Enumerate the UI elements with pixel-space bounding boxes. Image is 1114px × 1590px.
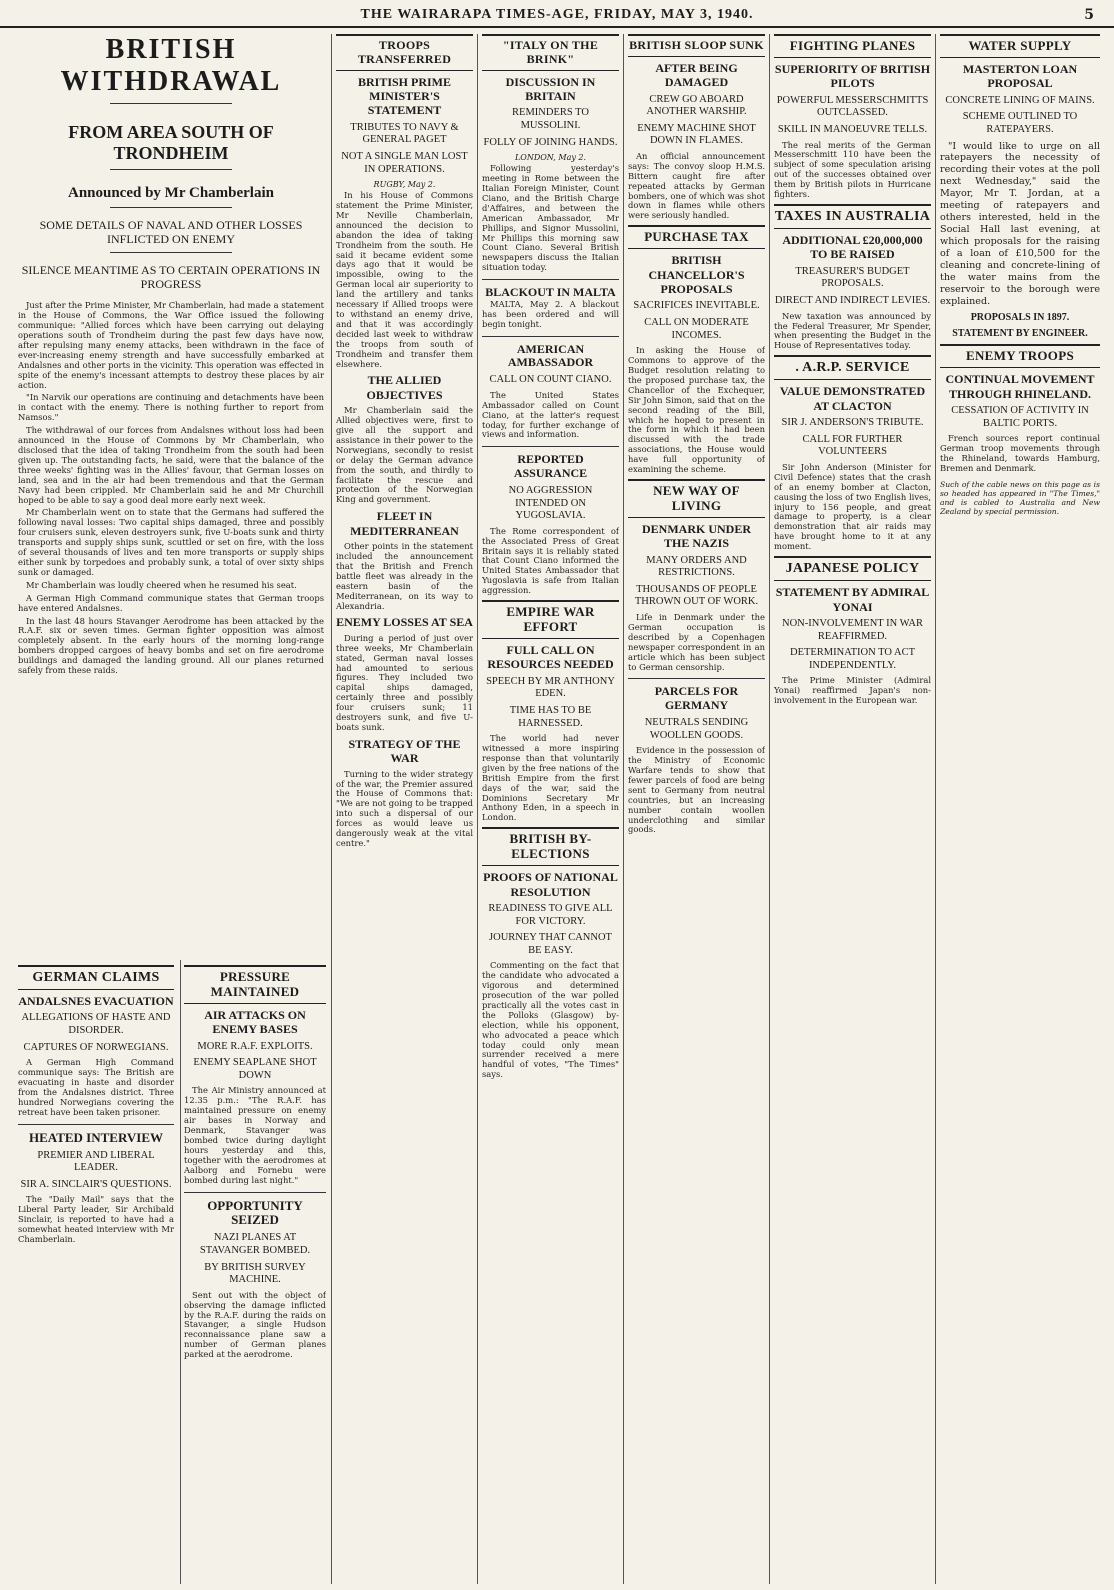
reported-headline: REPORTED ASSURANCE	[513, 452, 588, 481]
pressure-body	[184, 1086, 326, 1185]
troops-headline: TROOPS TRANSFERRED	[336, 34, 473, 71]
troops-deck: TRIBUTES TO NAVY & GENERAL PAGET	[350, 121, 459, 146]
water-deck: CONCRETE LINING OF MAINS.	[945, 94, 1095, 106]
german-claims-deck: ALLEGATIONS OF HASTE AND DISORDER.	[21, 1012, 171, 1037]
reported-deck: NO AGGRESSION INTENDED ON YUGOSLAVIA.	[508, 484, 593, 522]
planes-deck: POWERFUL MESSERSCHMITTS OUTCLASSED.	[776, 94, 929, 119]
paragraph: In his House of Commons statement the Prime Minister, Mr Neville Chamberlain, announced the decision to abandon the idea of taking Trondheim from the south. He said it became evident some days ago that it would be impossible, owing to the German local air superiority to land the artillery and tanks necessary if Allied troops were to withstand an enemy drive, and that it was accordingly decided last week to withdraw the troops from south of Trondheim and transfer them elsewhere.	[336, 190, 473, 369]
planes-deck: SUPERIORITY OF BRITISH PILOTS	[774, 61, 931, 91]
tax-headline: PURCHASE TAX	[628, 225, 765, 249]
lead-headline: BRITISH WITHDRAWAL	[60, 34, 282, 98]
water-subhead: PROPOSALS IN 1897.	[970, 312, 1070, 324]
japan-deck: NON-INVOLVEMENT IN WAR REAFFIRMED.	[782, 617, 923, 642]
troops-article	[336, 34, 473, 1584]
column-rule	[477, 34, 478, 1584]
lead-paragraph: A German High Command communique states that German troops have entered Andalsnes.	[18, 592, 324, 613]
arp-deck: VALUE DEMONSTRATED AT CLACTON	[779, 384, 926, 413]
german-claims-deck: ANDALSNES EVACUATION	[18, 994, 174, 1009]
sloop-deck: CREW GO ABOARD ANOTHER WARSHIP.	[646, 93, 747, 118]
paragraph: MALTA, May 2. A blackout has been ordered and will begin tonight.	[482, 298, 619, 329]
lead-article	[18, 34, 324, 954]
water-deck: MASTERTON LOAN PROPOSAL	[962, 61, 1078, 91]
paragraph: Turning to the wider strategy of the war, the Premier assured the House of Commons that: "We are not going to be trapped into such a dispersal of our forces as would leave us dangerously weak at the vital centre."	[336, 768, 473, 848]
paragraph: Evidence in the possession of the Ministry of Economic Warfare tends to show that fewer parcels of food are being sent to Germany from neutral countries, but an increasing number contain woollen underclothing and similar goods.	[628, 745, 765, 835]
sloop-headline: BRITISH SLOOP SUNK	[628, 34, 765, 57]
paragraph: The Rome correspondent of the Associated Press of Great Britain says it is reliably stated that Count Ciano informed the United States Ambassador that Yugoslavia is safe from Italian aggression.	[482, 525, 619, 596]
troops-dateline: RUGBY, May 2.	[373, 180, 436, 190]
empire-deck: TIME HAS TO BE HARNESSED.	[509, 704, 592, 729]
water-headline: WATER SUPPLY	[940, 34, 1100, 58]
arp-deck: CALL FOR FURTHER VOLUNTEERS	[802, 433, 903, 458]
troops-subhead: STRATEGY OF THE WAR	[348, 736, 461, 766]
paragraph: New taxation was announced by the Federal Treasurer, Mr Spender, when presenting the Budget in the House of Representatives today.	[774, 310, 931, 351]
german-claims-deck: CAPTURES OF NORWEGIANS.	[23, 1041, 169, 1053]
lead-announced: Announced by Mr Chamberlain	[67, 184, 274, 201]
column-rule	[331, 34, 332, 1584]
pressure-article	[184, 965, 326, 1583]
ambassador-deck: CALL ON COUNT CIANO.	[489, 374, 612, 386]
tax-body	[628, 346, 765, 475]
lead-paragraph: The withdrawal of our forces from Andalsnes without loss had been announced in the House of Commons by Mr Chamberlain, who disclosed that the idea of taking Trondheim from the south had been given up. The outstanding facts, he said, were that the balance of the three weeks' fighting was in the Allies' favour, that German losses on land, sea and in the air had been tremendous and that the German Navy had been crippled. Mr Chamberlain said he and Mr Churchill hoped to be able to say a good deal more early next week.	[18, 425, 324, 505]
planes-article	[774, 34, 931, 1584]
opportunity-headline: OPPORTUNITY SEIZED	[207, 1197, 303, 1228]
german-claims-body	[18, 1058, 174, 1117]
pressure-deck: AIR ATTACKS ON ENEMY BASES	[204, 1007, 306, 1037]
lead-deck-2: SILENCE MEANTIME AS TO CERTAIN OPERATIONS IN PROGRESS	[21, 262, 321, 291]
italy-article	[482, 34, 619, 1584]
lead-body	[18, 301, 324, 676]
paragraph: Other points in the statement included the announcement that the British and French battle fleet was already in the eastern basin of the Mediterranean, on its way to Alexandria.	[336, 541, 473, 611]
tax-deck: CALL ON MODERATE INCOMES.	[644, 317, 749, 341]
lead-paragraph: "In Narvik our operations are continuing and detachments have been in contact with the enemy. There is nothing further to report from Namsos."	[18, 392, 324, 423]
sloop-body	[628, 152, 765, 221]
paragraph: Sent out with the object of observing the damage inflicted by the R.A.F. during the raids on Stavanger, a single Hudson reconnaissance plane saw a number of German planes parked at the aerodrome.	[184, 1289, 326, 1360]
water-article	[940, 34, 1100, 1584]
lead-paragraph: Mr Chamberlain was loudly cheered when he resumed his seat.	[26, 579, 297, 590]
italy-headline: "ITALY ON THE BRINK"	[482, 34, 619, 71]
pressure-deck: MORE R.A.F. EXPLOITS.	[197, 1040, 313, 1052]
german-claims-headline: GERMAN CLAIMS	[18, 965, 174, 990]
cable-note: Such of the cable news on this page as is so headed has appeared in "The Times," and is cabled to Australia and New Zealand by special permission.	[940, 479, 1100, 517]
japan-headline: JAPANESE POLICY	[774, 556, 931, 581]
troops-deck: BRITISH PRIME MINISTER'S STATEMENT	[357, 74, 452, 118]
taxes-headline: TAXES IN AUSTRALIA	[774, 204, 931, 229]
living-body	[628, 613, 765, 672]
byelections-deck: READINESS TO GIVE ALL FOR VICTORY.	[488, 902, 613, 927]
taxes-deck: TREASURER'S BUDGET PROPOSALS.	[795, 265, 910, 290]
paragraph: A German High Command communique says: The British are evacuating in haste and disorder from the Andalsnes district. Three hundred Norwegians covering the retreat have been taken prisoner.	[18, 1057, 174, 1117]
column-rule	[935, 34, 936, 1584]
empire-body	[482, 734, 619, 823]
empire-deck: SPEECH BY MR ANTHONY EDEN.	[486, 675, 615, 700]
lead-deck-1: SOME DETAILS OF NAVAL AND OTHER LOSSES INFLICTED ON ENEMY	[39, 217, 303, 247]
troops-sub-body	[336, 406, 473, 505]
paragraph: Commenting on the fact that the candidate who advocated a vigorous and determined prosecution of the war polled practically all the votes cast in the Polloks (Glasgow) by-election, while his opponent, who advocated a peace which today could only mean surrender received a mere handful of votes, "The Times" says.	[482, 960, 619, 1080]
troops-sub-body	[336, 634, 473, 733]
tax-deck: BRITISH CHANCELLOR'S PROPOSALS	[648, 253, 745, 297]
taxes-body	[774, 312, 931, 352]
pressure-deck: ENEMY SEAPLANE SHOT DOWN	[193, 1057, 317, 1081]
troops-body	[336, 191, 473, 369]
water-subhead: STATEMENT BY ENGINEER.	[952, 328, 1088, 340]
living-deck: THOUSANDS OF PEOPLE THROWN OUT OF WORK.	[634, 583, 759, 608]
troops-subhead: FLEET IN MEDITERRANEAN	[350, 509, 459, 538]
empire-headline: EMPIRE WAR EFFORT	[482, 600, 619, 639]
italy-dateline: LONDON, May 2.	[514, 153, 587, 163]
blackout-body	[482, 300, 619, 330]
water-deck: SCHEME OUTLINED TO RATEPAYERS.	[962, 111, 1078, 135]
reported-body	[482, 527, 619, 596]
planes-deck: SKILL IN MANOEUVRE TELLS.	[777, 123, 928, 135]
planes-body	[774, 141, 931, 200]
heated-body	[18, 1195, 174, 1245]
paragraph: The Air Ministry announced at 12.35 p.m.: "The R.A.F. has maintained pressure on enemy air bases in Norway and Denmark, Stavanger was bombed twice during daylight hours yesterday and this, together with the aerodromes at Aalborg and Fornebu were bombed during last night."	[184, 1085, 326, 1185]
blackout-headline: BLACKOUT IN MALTA	[485, 285, 616, 300]
paragraph: Mr Chamberlain said the Allied objectives were, first to give all the support and assistance in their power to the Norwegians, secondly to resist or delay the German advance from the south, and thirdly to facilitate the rescue and protection of the Norwegian King and government.	[336, 405, 473, 505]
arp-headline: . A.R.P. SERVICE	[774, 355, 931, 380]
paragraph: The "Daily Mail" says that the Liberal Party leader, Sir Archibald Sinclair, is reported to have had a somewhat heated interview with Mr Chamberlain.	[18, 1194, 174, 1245]
byelections-deck: JOURNEY THAT CANNOT BE EASY.	[489, 932, 612, 956]
enemy-troops-headline: ENEMY TROOPS	[940, 344, 1100, 368]
column-rule	[180, 960, 181, 1584]
paragraph: An official announcement says: The convoy sloop H.M.S. Bittern caught fire after repeated attacks by German bombers, one of which was shot down in flames while others were seriously handled.	[628, 150, 765, 221]
tax-deck: SACRIFICES INEVITABLE.	[633, 300, 760, 312]
heated-headline: HEATED INTERVIEW	[28, 1129, 164, 1145]
masthead-title: THE WAIRARAPA TIMES-AGE, FRIDAY, MAY 3, 1940.	[360, 7, 754, 22]
lead-subhead: FROM AREA SOUTH OF TRONDHEIM	[68, 122, 274, 164]
living-headline: NEW WAY OF LIVING	[628, 479, 765, 518]
water-body	[940, 141, 1100, 309]
byelections-body	[482, 961, 619, 1080]
paragraph: The United States Ambassador called on Count Ciano, at the latter's request today, for further exchange of views and information.	[482, 389, 619, 440]
troops-subhead: ENEMY LOSSES AT SEA	[336, 615, 473, 630]
italy-deck: DISCUSSION IN BRITAIN	[505, 74, 596, 103]
column-rule	[623, 34, 624, 1584]
paragraph: The world had never witnessed a more inspiring response than that voluntarily given by the free nations of the British Empire from the first days of the war, said the Dominions Secretary Mr Anthony Eden, in a speech in London.	[482, 733, 619, 823]
italy-body	[482, 164, 619, 273]
opportunity-deck: BY BRITISH SURVEY MACHINE.	[204, 1261, 306, 1286]
ambassador-body	[482, 391, 619, 441]
living-deck: DENMARK UNDER THE NAZIS	[642, 521, 751, 551]
masthead	[0, 4, 1114, 28]
paragraph: In asking the House of Commons to approve of the Budget resolution relating to the proposed purchase tax, the Chancellor of the Exchequer, Sir John Simon, said that on the second reading of the Bill, which he hoped to present in the form in which it had been discussed with the trade associations, the House would have full opportunity of examining the scheme.	[628, 345, 765, 475]
paragraph: "I would like to urge on all ratepayers the necessity of recording their votes at the poll next Wednesday," said the Mayor, Mr T. Jordan, at a meeting of ratepayers and others interested, held in the Social Hall last evening, at which proposals for the raising of a loan of £10,500 for the cleaning and concrete-lining of the water mains from the reservoir to the borough were explained.	[940, 140, 1100, 308]
column-rule	[769, 34, 770, 1584]
parcels-body	[628, 746, 765, 835]
troops-sub-body	[336, 770, 473, 849]
paragraph: The Prime Minister (Admiral Yonai) reaffirmed Japan's non-involvement in the European war.	[774, 675, 931, 706]
arp-body	[774, 463, 931, 552]
japan-deck: STATEMENT BY ADMIRAL YONAI	[775, 585, 930, 614]
german-claims-article	[18, 965, 174, 1583]
page-number: 5	[1084, 7, 1094, 23]
sloop-article	[628, 34, 765, 1584]
heated-deck: PREMIER AND LIBERAL LEADER.	[37, 1149, 155, 1174]
paragraph: Sir John Anderson (Minister for Civil Defence) states that the crash of an enemy bomber at Clacton, causing the loss of two English lives, injury to 156 people, and great damage to property, is a clear demonstration that air raids may have brought home to it at any moment.	[774, 461, 931, 552]
parcels-deck: NEUTRALS SENDING WOOLLEN GOODS.	[644, 717, 749, 741]
lead-paragraph: Just after the Prime Minister, Mr Chamberlain, had made a statement in the House of Commons, the War Office issued the following communique: "Allied forces which have been carrying out delaying operations south of Trondheim during the past few days have now, after repulsing many enemy attacks, been withdrawn in the face of ever-increasing enemy strength and have successfully embarked at Andalsnes and other ports in the vicinity. This operation was effected in spite of the enemy's incessant attempts to destroy these places by air action.	[18, 300, 324, 390]
paragraph: Following yesterday's meeting in Rome between the Italian Foreign Minister, Count Ciano, and the British Charge d'Affaires, and between the American Ambassador, Mr Phillips, and Signor Mussolini, Mr Phillips this morning saw Count Ciano. Several British newspapers discuss the Italian situation today.	[482, 163, 619, 273]
troops-sub-body	[336, 542, 473, 611]
opportunity-body	[184, 1291, 326, 1360]
byelections-deck: PROOFS OF NATIONAL RESOLUTION	[483, 870, 618, 899]
heated-deck: SIR A. SINCLAIR'S QUESTIONS.	[20, 1178, 172, 1190]
ambassador-headline: AMERICAN AMBASSADOR	[507, 341, 594, 370]
lead-paragraph: Mr Chamberlain went on to state that the Germans had suffered the following naval losses: Two capital ships damaged, three and possibly four cruisers sunk, eleven destroyers sunk, five U-boats sunk and thirty transports and supply ships sunk, scuttled or set on fire, with the loss of several thousands of lives and ten more transports or supply ships either sunk by torpedoes and probably sunk, a total of over sixty ships sunk or damaged.	[18, 507, 324, 577]
japan-body	[774, 676, 931, 706]
sloop-deck: AFTER BEING DAMAGED	[655, 60, 738, 90]
opportunity-deck: NAZI PLANES AT STAVANGER BOMBED.	[199, 1232, 311, 1256]
taxes-deck: ADDITIONAL £20,000,000 TO BE RAISED	[782, 233, 923, 262]
pressure-headline: PRESSURE MAINTAINED	[184, 965, 326, 1004]
japan-deck: DETERMINATION TO ACT INDEPENDENTLY.	[789, 647, 916, 671]
lead-paragraph: In the last 48 hours Stavanger Aerodrome has been attacked by the R.A.F. six or seven times. German fighter opposition was almost completely absent. In the early hours of the morning long-range bombers dropped cargoes of heavy bombs and set on fire aerodrome buildings and damaged the landing ground. All our planes returned safely from these raids.	[18, 615, 324, 676]
enemy-troops-deck: CONTINUAL MOVEMENT THROUGH RHINELAND.	[945, 372, 1095, 401]
paragraph: French sources report continual German troop movements through the Rhineland, towards Hamburg, Bremen and Denmark.	[940, 433, 1100, 473]
byelections-headline: BRITISH BY-ELECTIONS	[482, 827, 619, 866]
planes-headline: FIGHTING PLANES	[774, 34, 931, 58]
enemy-troops-body	[940, 434, 1100, 474]
paragraph: Life in Denmark under the German occupation is described by a Copenhagen newspaper correspondent in an article which has been subject to German censorship.	[628, 612, 765, 672]
italy-deck: REMINDERS TO MUSSOLINI.	[512, 107, 589, 131]
paragraph: During a period of just over three weeks, Mr Chamberlain stated, German naval losses had amounted to serious figures. They included two capital ships damaged, certainly three and possibly four cruisers sunk; 11 destroyers sunk, and five U-boats sunk.	[336, 632, 473, 732]
paragraph: The real merits of the German Messerschmitt 110 have been the subject of some speculation arising out of the successes obtained over them by British pilots in Hurricane fighters.	[774, 139, 931, 200]
enemy-troops-deck: CESSATION OF ACTIVITY IN BALTIC PORTS.	[951, 405, 1089, 429]
sloop-deck: ENEMY MACHINE SHOT DOWN IN FLAMES.	[637, 122, 756, 147]
living-deck: MANY ORDERS AND RESTRICTIONS.	[646, 554, 747, 579]
parcels-headline: PARCELS FOR GERMANY	[654, 684, 739, 713]
arp-deck: SIR J. ANDERSON'S TRIBUTE.	[781, 417, 924, 429]
empire-deck: FULL CALL ON RESOURCES NEEDED	[487, 642, 614, 672]
troops-subhead: THE ALLIED OBJECTIVES	[366, 373, 443, 402]
italy-deck: FOLLY OF JOINING HANDS.	[483, 136, 618, 148]
taxes-deck: DIRECT AND INDIRECT LEVIES.	[774, 295, 931, 306]
troops-deck: NOT A SINGLE MAN LOST IN OPERATIONS.	[341, 150, 468, 175]
